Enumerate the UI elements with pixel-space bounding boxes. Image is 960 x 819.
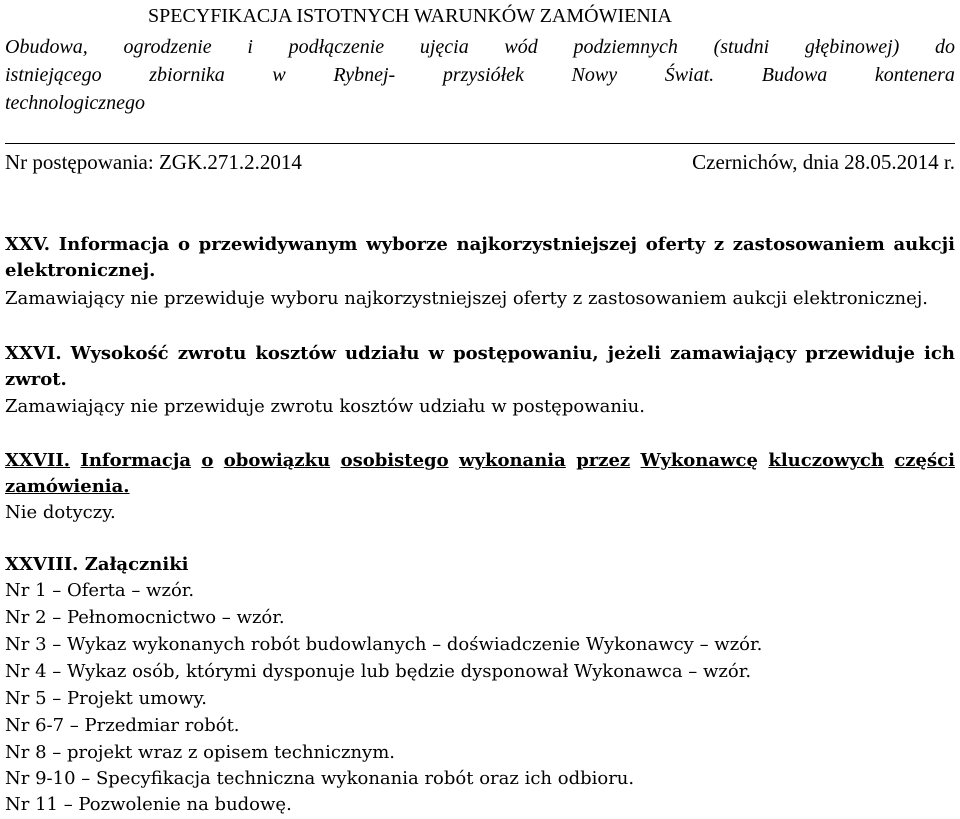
word: wód [504, 36, 538, 58]
attachment-item: Nr 11 – Pozwolenie na budowę. [5, 794, 292, 815]
word: do [935, 36, 955, 58]
section-xxv-heading-cont: elektronicznej. [5, 260, 156, 281]
section-xxv-heading [5, 232, 955, 258]
word: zamawiający [670, 343, 797, 364]
attachment-item: Nr 3 – Wykaz wykonanych robót budowlanych – doświadczenie Wykonawcy – wzór. [5, 634, 763, 655]
word: w [272, 64, 286, 86]
word: postępowaniu, [453, 343, 599, 364]
document-title: SPECYFIKACJA ISTOTNYCH WARUNKÓW ZAMÓWIENIA [148, 5, 672, 27]
word: zbiornika [149, 64, 225, 86]
section-xxvi-heading [5, 341, 955, 367]
case-number: Nr postępowania: ZGK.271.2.2014 [5, 150, 302, 174]
word: udziału [345, 343, 420, 364]
word: Świat. [664, 64, 715, 86]
word: XXVII. [5, 450, 71, 471]
attachment-item: Nr 9-10 – Specyfikacja techniczna wykonania robót oraz ich odbioru. [5, 768, 635, 789]
word: przez [576, 450, 631, 471]
header-divider [5, 143, 955, 144]
word: kontenera [874, 64, 955, 86]
word: Informacja [58, 234, 170, 255]
section-xxvi-body: Zamawiający nie przewiduje zwrotu kosztów udziału w postępowaniu. [5, 396, 645, 417]
word: kluczowych [768, 450, 884, 471]
word: Obudowa, [5, 36, 88, 58]
word: Wysokość [70, 343, 169, 364]
section-xxvii-heading-cont: zamówienia. [5, 476, 130, 497]
word: części [894, 450, 955, 471]
section-xxviii-heading: XXVIII. Załączniki [5, 554, 189, 575]
word: przysiółek [442, 64, 524, 86]
word: przewidywanym [198, 234, 358, 255]
word: o [177, 234, 190, 255]
word: przewiduje [805, 343, 915, 364]
place-date: Czernichów, dnia 28.05.2014 r. [692, 150, 955, 174]
word: obowiązku [223, 450, 331, 471]
word: osobistego [340, 450, 449, 471]
section-xxvii-body: Nie dotyczy. [5, 502, 116, 523]
section-xxvii-heading [5, 448, 955, 474]
word: (studni [713, 36, 770, 58]
word: oferty [645, 234, 706, 255]
word: wyborze [366, 234, 448, 255]
word: XXV. [5, 234, 51, 255]
word: o [201, 450, 214, 471]
attachment-item: Nr 1 – Oferta – wzór. [5, 580, 195, 601]
word: kosztów [255, 343, 336, 364]
word: ujęcia [419, 36, 469, 58]
word: z [713, 234, 725, 255]
attachment-item: Nr 5 – Projekt umowy. [5, 688, 208, 709]
word: Budowa [761, 64, 828, 86]
word: najkorzystniejszej [456, 234, 638, 255]
attachment-item: Nr 4 – Wykaz osób, którymi dysponuje lub będzie dysponował Wykonawca – wzór. [5, 661, 752, 682]
word: istniejącego [5, 64, 102, 86]
attachment-item: Nr 8 – projekt wraz z opisem technicznym. [5, 742, 396, 763]
word: zwrotu [177, 343, 247, 364]
word: głębinowej) [804, 36, 900, 58]
section-xxv-body: Zamawiający nie przewiduje wyboru najkorzystniejszej oferty z zastosowaniem aukcji elektronicznej. [5, 288, 929, 309]
word: podziemnych [573, 36, 678, 58]
word: XXVI. [5, 343, 62, 364]
word: aukcji [893, 234, 955, 255]
word: Nowy [571, 64, 618, 86]
case-info-row [5, 148, 955, 176]
word: w [428, 343, 445, 364]
word: i [247, 36, 253, 58]
attachment-item: Nr 6-7 – Przedmiar robót. [5, 715, 240, 736]
attachment-item: Nr 2 – Pełnomocnictwo – wzór. [5, 607, 285, 628]
word: Rybnej- [333, 64, 396, 86]
word: zastosowaniem [732, 234, 885, 255]
section-xxvi-heading-cont: zwrot. [5, 369, 67, 390]
word: podłączenie [288, 36, 385, 58]
word: ich [924, 343, 955, 364]
word: wykonania [459, 450, 566, 471]
word: Informacja [80, 450, 191, 471]
word: Wykonawcę [640, 450, 758, 471]
subject-line-3: technologicznego [5, 92, 145, 114]
subject-line-1 [5, 34, 955, 60]
word: ogrodzenie [123, 36, 212, 58]
subject-line-2 [5, 62, 955, 88]
word: jeżeli [607, 343, 661, 364]
